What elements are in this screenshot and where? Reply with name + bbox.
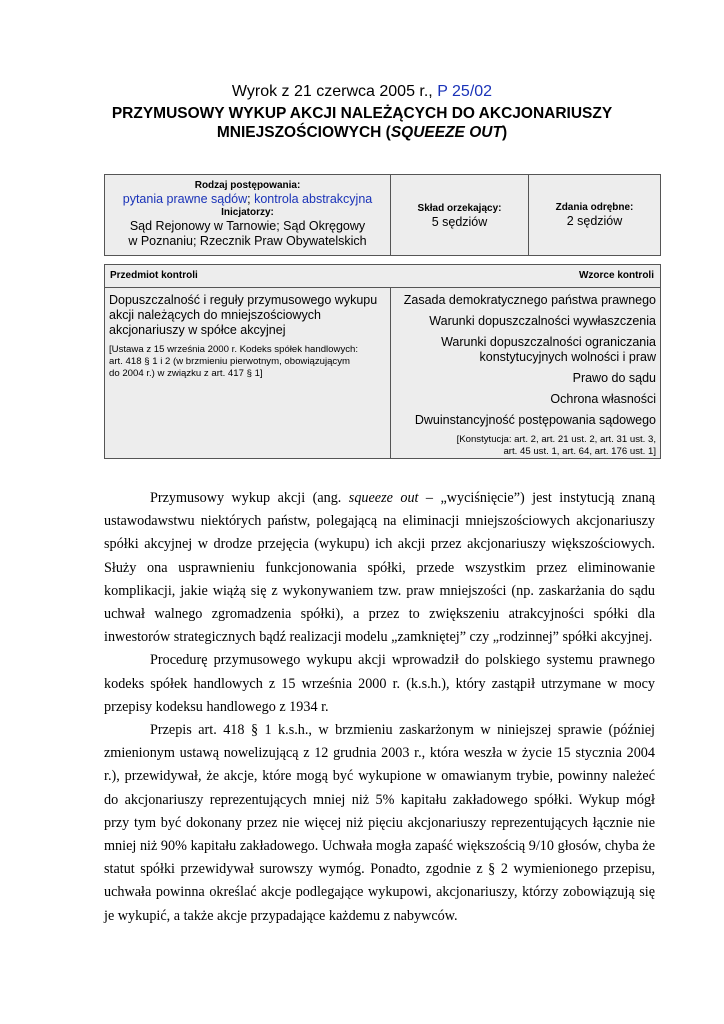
body-text — [104, 487, 655, 928]
subject-line: akcjonariuszy w spółce akcyjnej — [109, 323, 286, 337]
dissent-value: 2 sędziów — [566, 214, 623, 228]
subject-note-line: art. 418 § 1 i 2 (w brzmieniu pierwotnym, obowiązującym — [109, 356, 351, 367]
procedure-link-legal-questions[interactable]: pytania prawne sądów — [122, 192, 248, 206]
standard-item: Warunki dopuszczalności wywłaszczenia — [429, 314, 656, 328]
paragraph-3: Przepis art. 418 § 1 k.s.h., w brzmieniu zaskarżonym w niniejszej sprawie (później zmienionym ustawą nowelizującą z 12 grudnia 2003 r., która weszła w życie 15 stycznia 2004 r.), przewidywał, że akcje, które mogą być wykupione w omawianym trybie, powinny należeć do akcjonariuszy reprezentujących mniej niż 5% kapitału zakładowego spółki. Wykup mógł przy tym być dokonany przez nie więcej niż pięciu akcjonariuszy reprezentujących łącznie nie mniej niż 90% kapitału zakładowego. Uchwała mogła zapaść większością 9/10 głosów, chyba że statut spółki przewidywał surowszy wymóg. Ponadto, zgodnie z § 2 wymienionego przepisu, uchwała powinna określać akcje podlegające wykupowi, akcjonariuszy, którzy zobowiązują się je wykupić, a także akcje przypadające każdemu z nabywców. — [104, 722, 655, 924]
paragraph-1: Przymusowy wykup akcji (ang. squeeze out – „wyciśnięcie”) jest instytucją znaną ustawodawstwu niektórych państw, polegającą na eliminacji mniejszościowych akcjonariuszy spółki akcyjnej w drodze przejęcia (wykupu) ich akcji przez akcjonariuszy większościowych. Służy ona usprawnieniu funkcjonowania spółki, przede wszystkim przez eliminowanie komplikacji, jakie wiążą się z wykonywaniem tzw. praw mniejszości (np. zaskarżania do sądu uchwał walnego zgromadzenia spółki), a przez to zwiększeniu atrakcyjności spółki dla inwestorów strategicznych bądź realizacji modelu „zamkniętej” czy „rodzinnej” spółki akcyjnej. — [104, 490, 655, 646]
subject-cell — [109, 293, 387, 380]
case-number-link[interactable]: P 25/02 — [437, 83, 493, 100]
judgment-subtitle — [0, 104, 724, 142]
panel-label: Skład orzekający: — [417, 203, 502, 214]
control-box — [104, 264, 661, 459]
subject-line: akcji należących do mniejszościowych — [109, 308, 321, 322]
panel-cell — [391, 203, 528, 230]
subject-note-line: [Ustawa z 15 września 2000 r. Kodeks spółek handlowych: — [109, 344, 359, 355]
subject-line: Dopuszczalność i reguły przymusowego wykupu — [109, 293, 378, 307]
judgment-title — [0, 83, 724, 101]
standards-note-line: [Konstytucja: art. 2, art. 21 ust. 2, art. 31 ust. 3, — [456, 434, 656, 445]
subject-note-line: do 2004 r.) w związku z art. 417 § 1] — [109, 368, 263, 379]
standard-item: Prawo do sądu — [572, 371, 656, 385]
dissent-label: Zdania odrębne: — [555, 202, 634, 213]
procedure-label: Rodzaj postępowania: — [194, 180, 301, 191]
paragraph-2: Procedurę przymusowego wykupu akcji wprowadził do polskiego systemu prawnego kodeks spółek handlowych z 15 września 2000 r. (k.s.h.), który zastąpił utrzymane w mocy przepisy kodeksu handlowego z 1934 r. — [104, 652, 655, 715]
initiators-line-2: w Poznaniu; Rzecznik Praw Obywatelskich — [128, 234, 367, 248]
initiators-line-1: Sąd Rejonowy w Tarnowie; Sąd Okręgowy — [129, 219, 366, 233]
title-prefix: Wyrok z 21 czerwca 2005 r., — [231, 83, 438, 100]
standard-item: Dwuinstancyjność postępowania sądowego — [414, 413, 656, 427]
procedure-type: pytania prawne sądów; kontrola abstrakcyjna — [122, 192, 373, 206]
standards-cell — [395, 293, 656, 458]
procedure-link-abstract-control[interactable]: kontrola abstrakcyjna — [254, 192, 373, 206]
standard-item: Warunki dopuszczalności ograniczania — [441, 335, 656, 349]
subtitle-line-2: MNIEJSZOŚCIOWYCH (SQUEEZE OUT) — [216, 124, 508, 141]
initiators-label: Inicjatorzy: — [221, 207, 274, 218]
standard-item: Ochrona własności — [550, 392, 656, 406]
standards-note-line: art. 45 ust. 1, art. 64, art. 176 ust. 1] — [503, 446, 656, 457]
standard-item: Zasada demokratycznego państwa prawnego — [403, 293, 656, 307]
standards-header: Wzorce kontroli — [578, 270, 654, 281]
subject-header: Przedmiot kontroli — [110, 270, 198, 281]
procedure-cell — [105, 180, 390, 249]
panel-value: 5 sędziów — [431, 215, 488, 229]
proceedings-info-box — [104, 174, 661, 256]
dissent-cell — [529, 202, 660, 229]
standard-item: konstytucyjnych wolności i praw — [479, 350, 656, 364]
subtitle-line-1: PRZYMUSOWY WYKUP AKCJI NALEŻĄCYCH DO AKCJONARIUSZY — [111, 105, 613, 122]
